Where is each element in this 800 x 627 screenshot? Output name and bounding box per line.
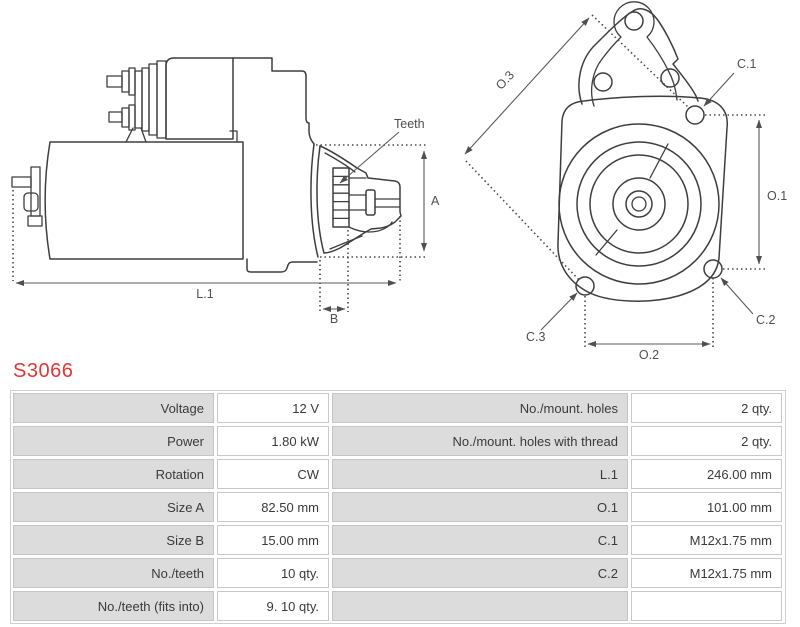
spec-label-cell: O.1 (332, 492, 628, 522)
teeth-label: Teeth (394, 117, 425, 131)
dim-label-o1: O.1 (767, 189, 788, 203)
spec-value-cell: 82.50 mm (217, 492, 329, 522)
spec-value-cell: M12x1.75 mm (631, 558, 782, 588)
dim-label-l1: L.1 (196, 287, 214, 301)
spec-label-cell: No./mount. holes with thread (332, 426, 628, 456)
spec-value-cell (631, 591, 782, 621)
spec-value-cell: 246.00 mm (631, 459, 782, 489)
spec-value-cell: CW (217, 459, 329, 489)
side-view-drawing (12, 58, 440, 326)
spec-label-cell: Voltage (13, 393, 214, 423)
spec-label-cell: Rotation (13, 459, 214, 489)
spec-table (10, 390, 786, 624)
spec-value-cell: 2 qty. (631, 426, 782, 456)
dim-label-o3: O.3 (493, 68, 518, 93)
spec-value-cell: 15.00 mm (217, 525, 329, 555)
dim-label-a: A (431, 194, 440, 208)
spec-label-cell: C.1 (332, 525, 628, 555)
spec-label-cell: No./mount. holes (332, 393, 628, 423)
spec-value-cell: M12x1.75 mm (631, 525, 782, 555)
spec-label-cell: Power (13, 426, 214, 456)
spec-value-cell: 12 V (217, 393, 329, 423)
dim-label-o2: O.2 (638, 348, 660, 362)
spec-value-cell: 1.80 kW (217, 426, 329, 456)
part-number-title: S3066 (13, 360, 74, 382)
dim-label-c1: C.1 (737, 57, 757, 71)
spec-label-cell: No./teeth (fits into) (13, 591, 214, 621)
spec-label-cell: Size A (13, 492, 214, 522)
spec-value-cell: 2 qty. (631, 393, 782, 423)
spec-value-cell: 101.00 mm (631, 492, 782, 522)
spec-label-cell (332, 591, 628, 621)
spec-label-cell: L.1 (332, 459, 628, 489)
spec-value-cell: 10 qty. (217, 558, 329, 588)
front-view-drawing (465, 2, 787, 362)
spec-label-cell: No./teeth (13, 558, 214, 588)
spec-value-cell: 9. 10 qty. (217, 591, 329, 621)
dim-label-c2: C.2 (756, 313, 776, 327)
spec-label-cell: Size B (13, 525, 214, 555)
dim-label-c3: C.3 (526, 330, 546, 344)
spec-label-cell: C.2 (332, 558, 628, 588)
dim-label-b: B (329, 312, 339, 326)
